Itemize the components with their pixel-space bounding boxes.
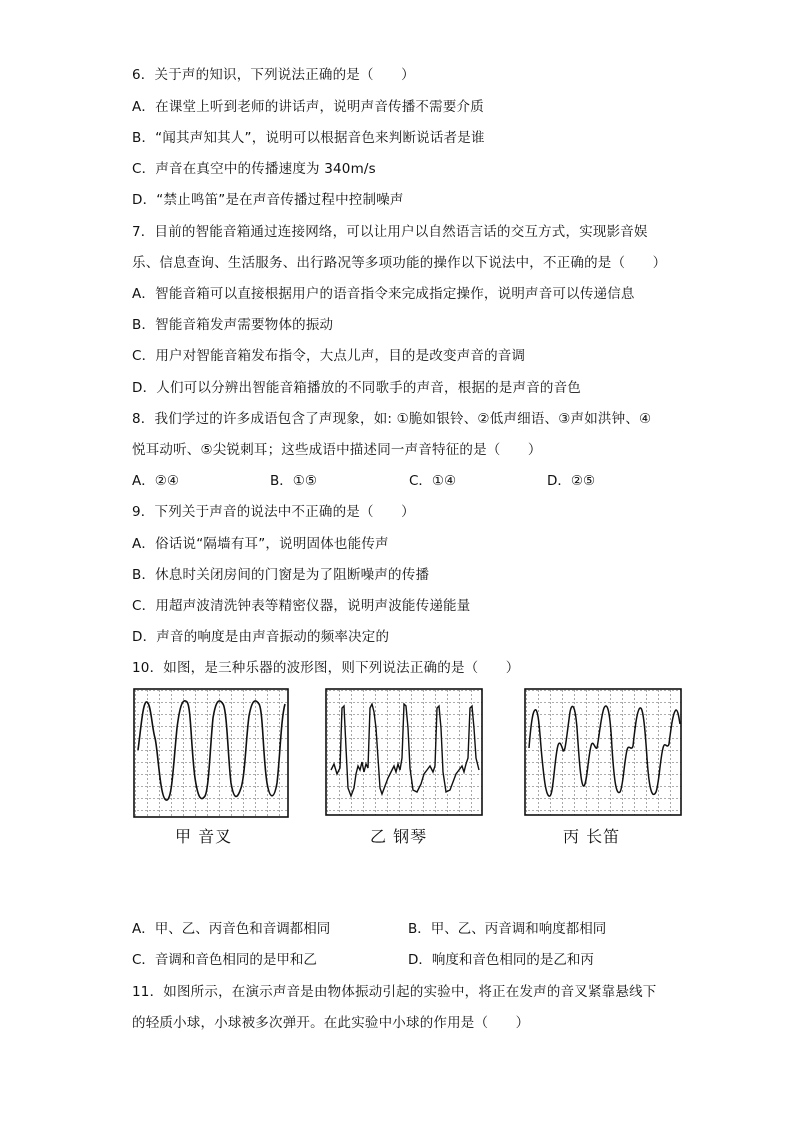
q8-stem-line1: 8．我们学过的许多成语包含了声现象，如: ①脆如银铃、②低声细语、③声如洪钟、④ bbox=[132, 411, 652, 427]
q6-option-b: B．“闻其声知其人”，说明可以根据音色来判断说话者是谁 bbox=[132, 130, 485, 146]
waveform-figure-jia bbox=[133, 688, 289, 818]
q7-option-b: B．智能音箱发声需要物体的振动 bbox=[132, 317, 334, 333]
q7-option-d: D．人们可以分辨出智能音箱播放的不同歌手的声音，根据的是声音的音色 bbox=[132, 380, 581, 396]
waveform-jia-graphic bbox=[133, 688, 289, 818]
waveform-yi-graphic bbox=[325, 688, 483, 816]
q9-option-b: B．休息时关闭房间的门窗是为了阻断噪声的传播 bbox=[132, 567, 430, 583]
q8-option-a: A．②④ bbox=[132, 473, 179, 489]
q10-option-c: C．音调和音色相同的是甲和乙 bbox=[132, 952, 317, 968]
q8-stem-line2: 悦耳动听、⑤尖锐刺耳；这些成语中描述同一声音特征的是（ ） bbox=[132, 442, 542, 458]
waveform-bing-graphic bbox=[524, 688, 682, 816]
q6-option-c: C．声音在真空中的传播速度为 340m/s bbox=[132, 161, 376, 177]
q8-option-c: C．①④ bbox=[409, 473, 457, 489]
q9-option-a: A．俗话说“隔墙有耳”，说明固体也能传声 bbox=[132, 536, 389, 552]
q7-stem-line1: 7．目前的智能音箱通过连接网络，可以让用户以自然语言话的交互方式，实现影音娱 bbox=[132, 224, 648, 240]
q10-option-d: D．响度和音色相同的是乙和丙 bbox=[408, 952, 594, 968]
waveform-label-bing: 丙 长笛 bbox=[563, 827, 621, 846]
q6-option-a: A．在课堂上听到老师的讲话声，说明声音传播不需要介质 bbox=[132, 99, 484, 115]
waveform-figure-yi bbox=[325, 688, 483, 816]
q11-stem-line2: 的轻质小球，小球被多次弹开。在此实验中小球的作用是（ ） bbox=[132, 1015, 530, 1031]
waveform-figure-bing bbox=[524, 688, 682, 816]
q10-stem: 10．如图，是三种乐器的波形图，则下列说法正确的是（ ） bbox=[132, 660, 520, 676]
q6-option-d: D．“禁止鸣笛”是在声音传播过程中控制噪声 bbox=[132, 192, 404, 208]
q8-option-d: D．②⑤ bbox=[547, 473, 596, 489]
q7-stem-line2: 乐、信息查询、生活服务、出行路况等多项功能的操作以下说法中，不正确的是（ ） bbox=[132, 255, 667, 271]
q7-option-a: A．智能音箱可以直接根据用户的语音指令来完成指定操作，说明声音可以传递信息 bbox=[132, 286, 635, 302]
waveform-label-jia: 甲 音叉 bbox=[175, 827, 233, 846]
q9-option-d: D．声音的响度是由声音振动的频率决定的 bbox=[132, 629, 390, 645]
q11-stem-line1: 11．如图所示，在演示声音是由物体振动引起的实验中，将正在发声的音叉紧靠悬线下 bbox=[132, 984, 657, 1000]
q10-option-a: A．甲、乙、丙音色和音调都相同 bbox=[132, 921, 331, 937]
q8-option-b: B．①⑤ bbox=[270, 473, 317, 489]
q7-option-c: C．用户对智能音箱发布指令，大点儿声，目的是改变声音的音调 bbox=[132, 348, 526, 364]
q9-option-c: C．用超声波清洗钟表等精密仪器，说明声波能传递能量 bbox=[132, 598, 471, 614]
waveform-label-yi: 乙 钢琴 bbox=[370, 827, 428, 846]
q9-stem: 9．下列关于声音的说法中不正确的是（ ） bbox=[132, 504, 415, 520]
q10-option-b: B．甲、乙、丙音调和响度都相同 bbox=[408, 921, 607, 937]
q6-stem: 6．关于声的知识，下列说法正确的是（ ） bbox=[132, 67, 415, 83]
